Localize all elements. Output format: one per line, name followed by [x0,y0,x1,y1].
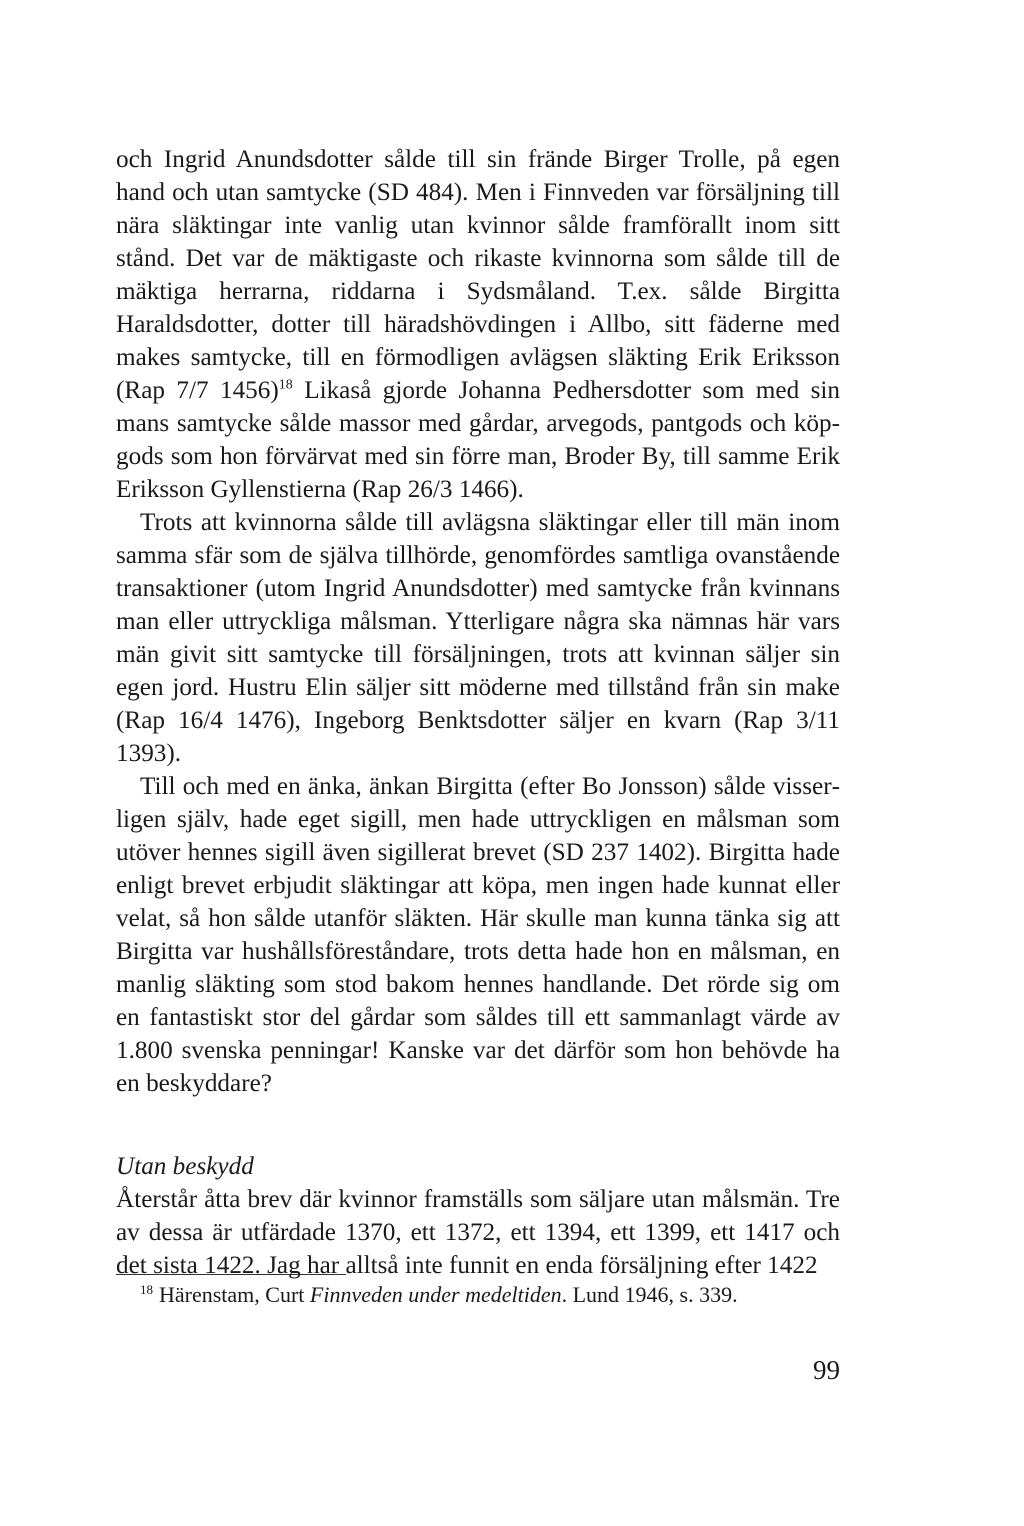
footnote-number: 18 [140,1281,153,1297]
section-utan-beskydd [116,1150,840,1282]
footnote-reference[interactable]: 18 [278,377,293,393]
paragraph-1-text-start: och Ingrid Anundsdotter sålde till sin frände Birger Trolle, på egen hand och utan samtycke (SD 484). Men i Finnveden var försäljning till nära släktingar inte vanlig utan kvinnor sålde framförallt inom sitt stånd. Det var de mäktigaste och rikaste kvinnorna som sålde till de mäktiga herrarna, riddarna i Sydsmåland. T.ex. sålde Birgitta Haraldsdotter, dotter till häradshövdingen i Allbo, sitt fäderne med makes samtycke, till en förmodligen avlägsen släkting Erik Eriksson (Rap 7/7 1456) [116,146,840,404]
footnote-title: Finnveden under medeltiden [309,1282,562,1307]
section-heading: Utan beskydd [116,1153,254,1180]
footnote-divider [116,1274,346,1275]
paragraph-1-text-end: Likaså gjorde Johanna Pedhersdotter som med sin mans samtycke sålde massor med gårdar, arvegods, pantgods och köpgods som hon förvärvat med sin förre man, Broder By, till samme Erik Eriksson Gyllenstierna (Rap 26/3 1466). [116,377,840,503]
paragraph-1 [116,143,840,506]
body-text [116,143,840,1100]
footnote-text-before: Härenstam, Curt [159,1282,310,1307]
paragraph-3: Till och med en änka, änkan Birgitta (efter Bo Jonsson) sålde visserligen själv, hade eget sigill, men hade uttryckligen en målsman som utöver hennes sigill även sigillerat brevet (SD 237 1402). Birgitta hade enligt brevet erbjudit släktingar att köpa, men ingen hade kunnat eller velat, så hon sålde utanför släkten. Här skulle man kunna tänka sig att Birgitta var hushållsföreståndare, trots detta hade hon en målsman, en manlig släkting som stod bakom hennes handlande. Det rörde sig om en fantastiskt stor del gårdar som såldes till ett sammanlagt värde av 1.800 svenska penningar! Kanske var det därför som hon behövde ha en beskyddare? [116,773,840,1097]
paragraph-2: Trots att kvinnorna sålde till avlägsna släktingar eller till män inom samma sfär som de själva tillhörde, genomfördes samtliga ovanstående transaktioner (utom Ingrid Anundsdotter) med samtycke från kvinnans man eller uttryckliga målsman. Ytterligare några ska nämnas här vars män givit sitt samtycke till försäljningen, trots att kvinnan säljer sin egen jord. Hustru Elin säljer sitt möderne med tillstånd från sin make (Rap 16/4 1476), Ingeborg Benktsdotter säljer en kvarn (Rap 3/11 1393). [116,509,840,767]
section-paragraph: Återstår åtta brev där kvinnor framställs som säljare utan målsmän. Tre av dessa är utfärdade 1370, ett 1372, ett 1394, ett 1399, ett 1417 och det sista 1422. Jag har alltså inte funnit en enda försäljning efter 1422 [116,1186,840,1279]
footnote [140,1280,840,1310]
footnote-text-after: . Lund 1946, s. 339. [561,1282,738,1307]
page-number: 99 [813,1355,840,1385]
